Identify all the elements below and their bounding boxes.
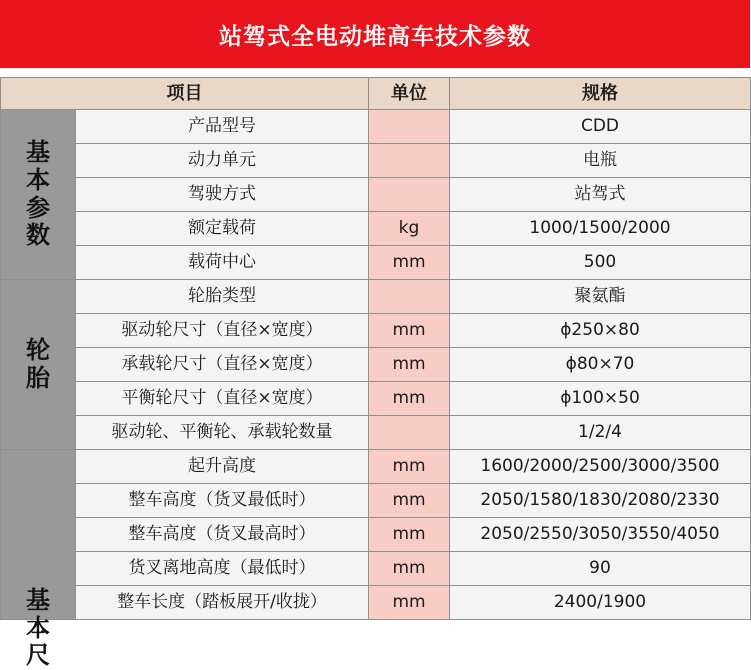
- spec-cell: 站驾式: [450, 178, 751, 212]
- table-row: [1, 246, 751, 280]
- table-row: [1, 382, 751, 416]
- item-cell: 产品型号: [76, 110, 369, 144]
- header-unit: 单位: [369, 78, 450, 110]
- unit-cell: [369, 110, 450, 144]
- spec-cell: 2400/1900: [450, 586, 751, 620]
- table-row: [1, 178, 751, 212]
- item-cell: 轮胎类型: [76, 280, 369, 314]
- unit-cell: kg: [369, 212, 450, 246]
- spec-cell: ϕ250×80: [450, 314, 751, 348]
- table-row: [1, 314, 751, 348]
- group-label-cell: [1, 110, 76, 280]
- table-row: [1, 348, 751, 382]
- spec-cell: CDD: [450, 110, 751, 144]
- group-label: 轮胎: [26, 335, 50, 392]
- table-row: [1, 552, 751, 586]
- spec-cell: 电瓶: [450, 144, 751, 178]
- header-item: 项目: [1, 78, 369, 110]
- group-label: 基本参数: [26, 138, 50, 250]
- table-row: [1, 416, 751, 450]
- table-row: [1, 586, 751, 620]
- unit-cell: mm: [369, 586, 450, 620]
- group-label-cell: [1, 450, 76, 670]
- item-cell: 货叉离地高度（最低时）: [76, 552, 369, 586]
- item-cell: 承载轮尺寸（直径×宽度）: [76, 348, 369, 382]
- item-cell: 动力单元: [76, 144, 369, 178]
- spec-cell: 90: [450, 552, 751, 586]
- spec-cell: 1000/1500/2000: [450, 212, 751, 246]
- table-row: [1, 484, 751, 518]
- spec-cell: 1/2/4: [450, 416, 751, 450]
- item-cell: 整车长度（踏板展开/收拢）: [76, 586, 369, 620]
- unit-cell: mm: [369, 348, 450, 382]
- unit-cell: [369, 178, 450, 212]
- group-label: 基本尺: [26, 586, 50, 670]
- unit-cell: mm: [369, 246, 450, 280]
- unit-cell: [369, 144, 450, 178]
- spec-cell: ϕ100×50: [450, 382, 751, 416]
- table-row: [1, 450, 751, 484]
- table-row: [1, 110, 751, 144]
- unit-cell: mm: [369, 484, 450, 518]
- item-cell: 驱动轮、平衡轮、承载轮数量: [76, 416, 369, 450]
- header-spec: 规格: [450, 78, 751, 110]
- table-row: [1, 280, 751, 314]
- spec-table: [0, 77, 751, 670]
- table-row: [1, 212, 751, 246]
- item-cell: 额定载荷: [76, 212, 369, 246]
- unit-cell: [369, 280, 450, 314]
- item-cell: 起升高度: [76, 450, 369, 484]
- spec-cell: 500: [450, 246, 751, 280]
- unit-cell: mm: [369, 382, 450, 416]
- item-cell: 载荷中心: [76, 246, 369, 280]
- group-label-cell: [1, 280, 76, 450]
- spec-cell: ϕ80×70: [450, 348, 751, 382]
- table-row: [1, 144, 751, 178]
- unit-cell: mm: [369, 552, 450, 586]
- unit-cell: [369, 416, 450, 450]
- item-cell: 驱动轮尺寸（直径×宽度）: [76, 314, 369, 348]
- table-row: [1, 518, 751, 552]
- unit-cell: mm: [369, 314, 450, 348]
- page-title: 站驾式全电动堆高车技术参数: [219, 23, 531, 50]
- spec-cell: 1600/2000/2500/3000/3500: [450, 450, 751, 484]
- spec-cell: 聚氨酯: [450, 280, 751, 314]
- unit-cell: mm: [369, 450, 450, 484]
- item-cell: 整车高度（货叉最高时）: [76, 518, 369, 552]
- spec-cell: 2050/2550/3050/3550/4050: [450, 518, 751, 552]
- item-cell: 驾驶方式: [76, 178, 369, 212]
- table-header-row: [1, 78, 751, 110]
- item-cell: 平衡轮尺寸（直径×宽度）: [76, 382, 369, 416]
- unit-cell: mm: [369, 518, 450, 552]
- spec-cell: 2050/1580/1830/2080/2330: [450, 484, 751, 518]
- title-banner: [0, 0, 750, 68]
- item-cell: 整车高度（货叉最低时）: [76, 484, 369, 518]
